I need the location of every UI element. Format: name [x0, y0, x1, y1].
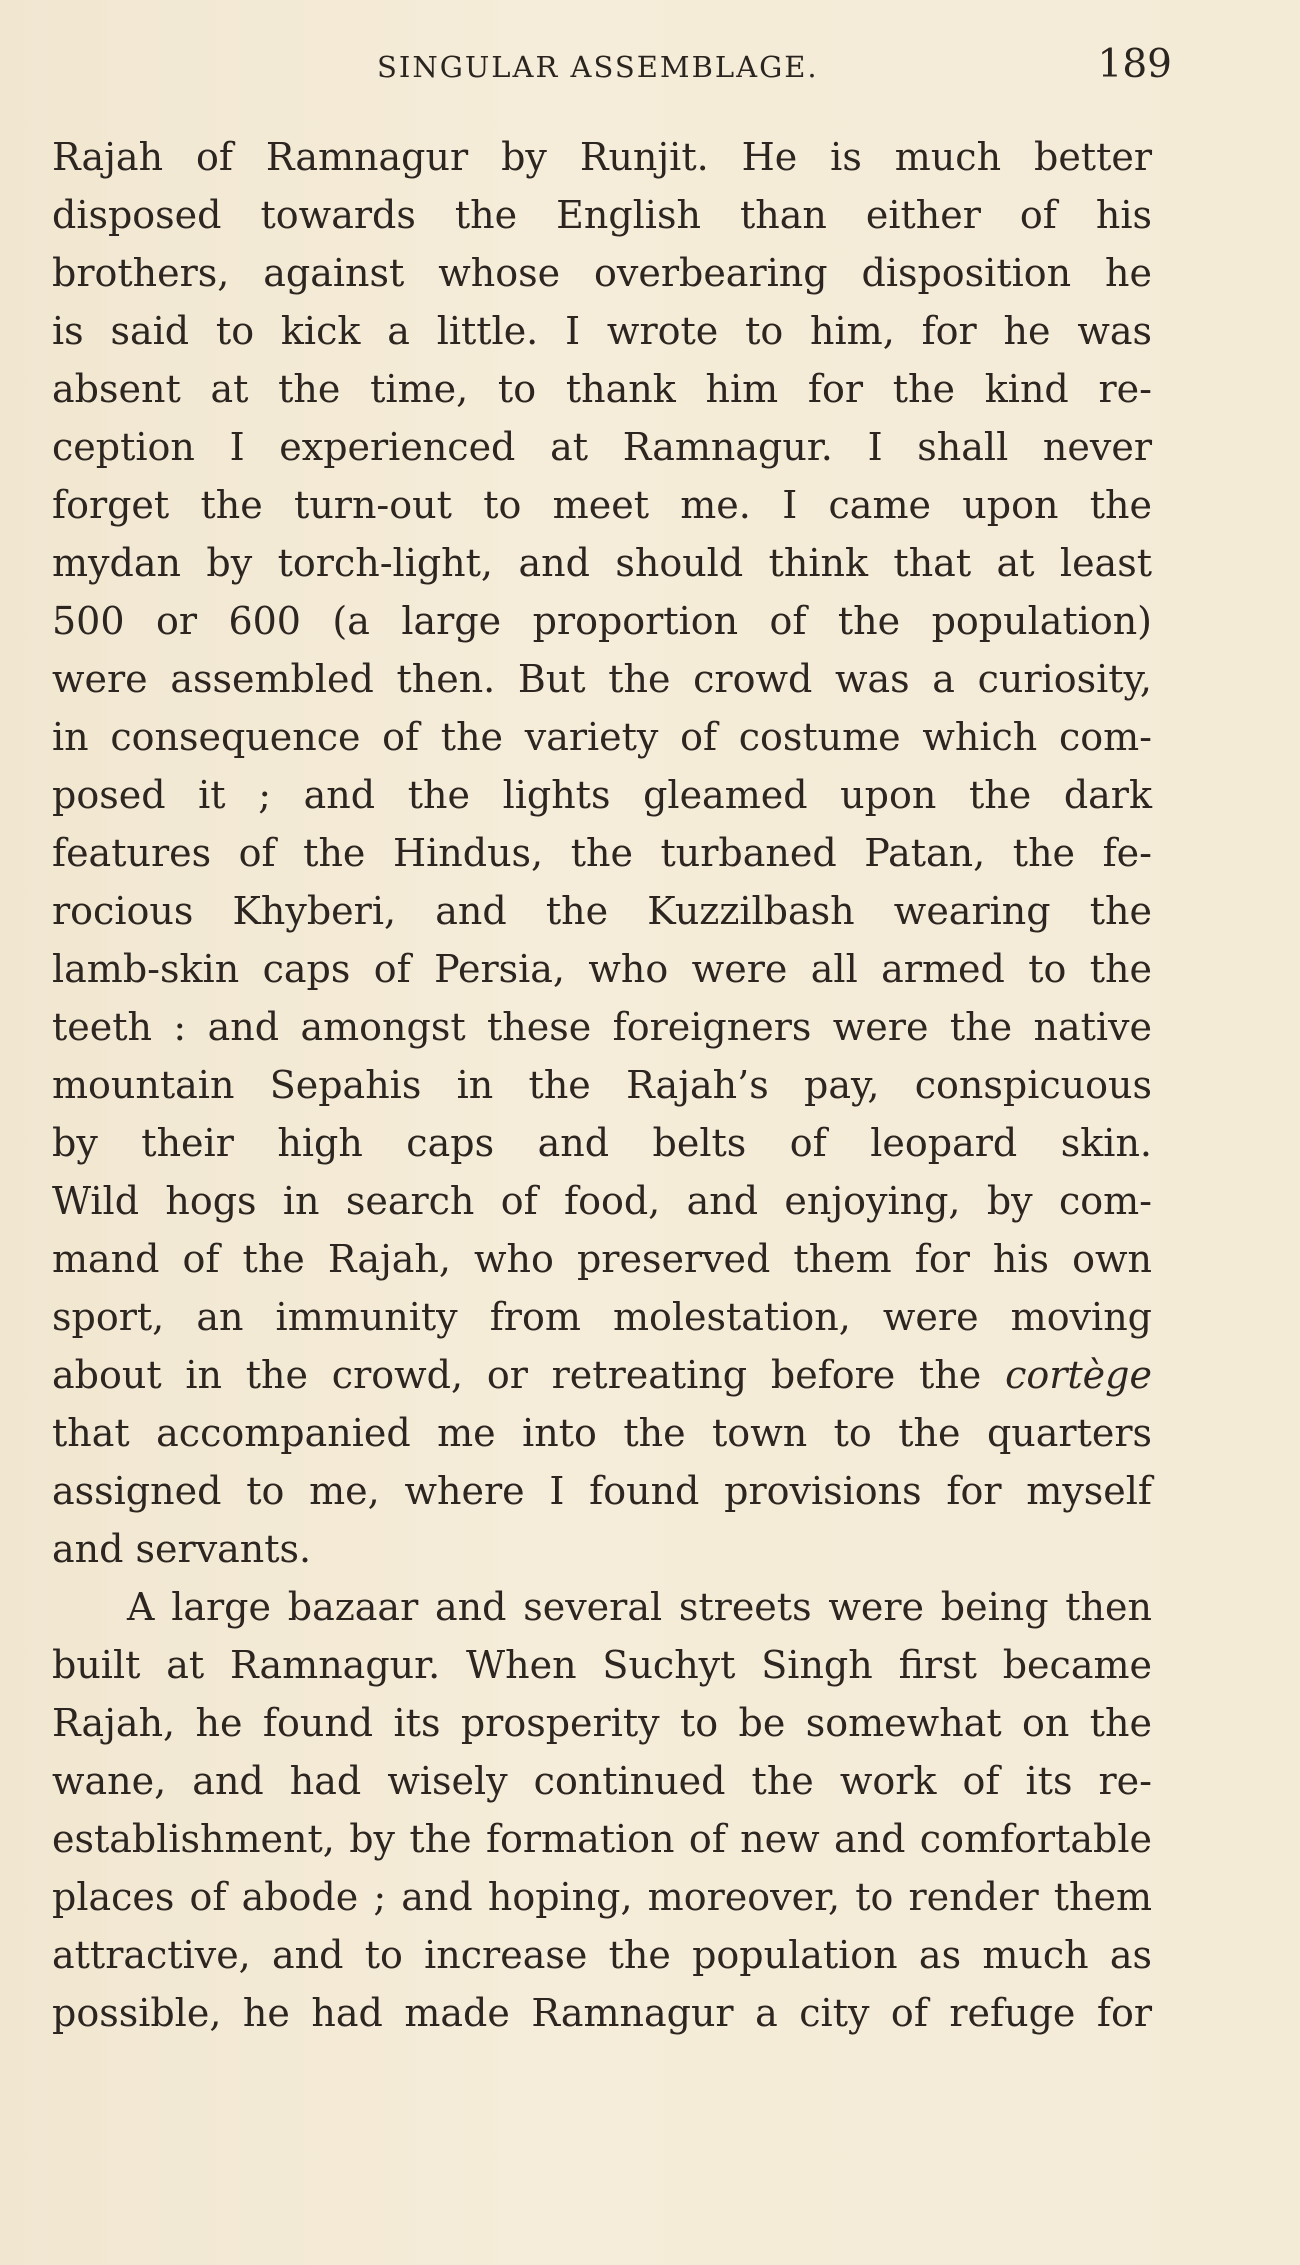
text-line: wane, and had wisely continued the work of its re-: [52, 1759, 1152, 1803]
text-segment: about in the crowd, or retreating before the: [52, 1353, 982, 1397]
text-line: absent at the time, to thank him for the kind re-: [52, 367, 1152, 411]
text-line: features of the Hindus, the turbaned Patan, the fe-: [52, 831, 1152, 875]
paragraph-1: [52, 128, 1152, 1578]
text-line: rocious Khyberi, and the Kuzzilbash wearing the: [52, 889, 1152, 933]
text-line: disposed towards the English than either of his: [52, 193, 1152, 237]
text-line: in consequence of the variety of costume which com-: [52, 715, 1152, 759]
page-header: [52, 42, 1172, 102]
text-line: brothers, against whose overbearing disposition he: [52, 251, 1152, 295]
text-line: Rajah, he found its prosperity to be somewhat on the: [52, 1701, 1152, 1745]
text-line: built at Ramnagur. When Suchyt Singh first became: [52, 1643, 1152, 1687]
text-line: establishment, by the formation of new and comfortable: [52, 1817, 1152, 1861]
text-line: mand of the Rajah, who preserved them for his own: [52, 1237, 1152, 1281]
text-line: teeth : and amongst these foreigners were the native: [52, 1005, 1152, 1049]
text-line: posed it ; and the lights gleamed upon the dark: [52, 773, 1152, 817]
text-line: Rajah of Ramnagur by Runjit. He is much better: [52, 135, 1152, 179]
text-line: sport, an immunity from molestation, were moving: [52, 1295, 1152, 1339]
paragraph-2: [52, 1578, 1152, 2042]
text-line: were assembled then. But the crowd was a curiosity,: [52, 657, 1152, 701]
text-line: A large bazaar and several streets were being then: [127, 1585, 1152, 1629]
text-line: and servants.: [52, 1527, 312, 1571]
text-line: by their high caps and belts of leopard skin.: [52, 1121, 1152, 1165]
text-line: is said to kick a little. I wrote to him, for he was: [52, 309, 1152, 353]
text-line: places of abode ; and hoping, moreover, to render them: [52, 1875, 1152, 1919]
text-line: assigned to me, where I found provisions for myself: [52, 1469, 1152, 1513]
text-line: that accompanied me into the town to the quarters: [52, 1411, 1152, 1455]
text-line: forget the turn-out to meet me. I came upon the: [52, 483, 1152, 527]
body-text: [52, 128, 1152, 2042]
running-head: SINGULAR ASSEMBLAGE.: [377, 50, 819, 84]
text-line: ception I experienced at Ramnagur. I shall never: [52, 425, 1152, 469]
page-number: 189: [1097, 42, 1172, 87]
text-line: attractive, and to increase the population as much as: [52, 1933, 1152, 1977]
text-line: lamb-skin caps of Persia, who were all armed to the: [52, 947, 1152, 991]
text-line: Wild hogs in search of food, and enjoying, by com-: [52, 1179, 1152, 1223]
text-line: mydan by torch-light, and should think that at least: [52, 541, 1152, 585]
text-line-with-italic: [52, 1346, 1152, 1404]
italic-word: cortège: [1005, 1353, 1152, 1397]
text-line: 500 or 600 (a large proportion of the population): [52, 599, 1152, 643]
text-line: mountain Sepahis in the Rajah’s pay, conspicuous: [52, 1063, 1152, 1107]
text-line: possible, he had made Ramnagur a city of refuge for: [52, 1991, 1152, 2035]
